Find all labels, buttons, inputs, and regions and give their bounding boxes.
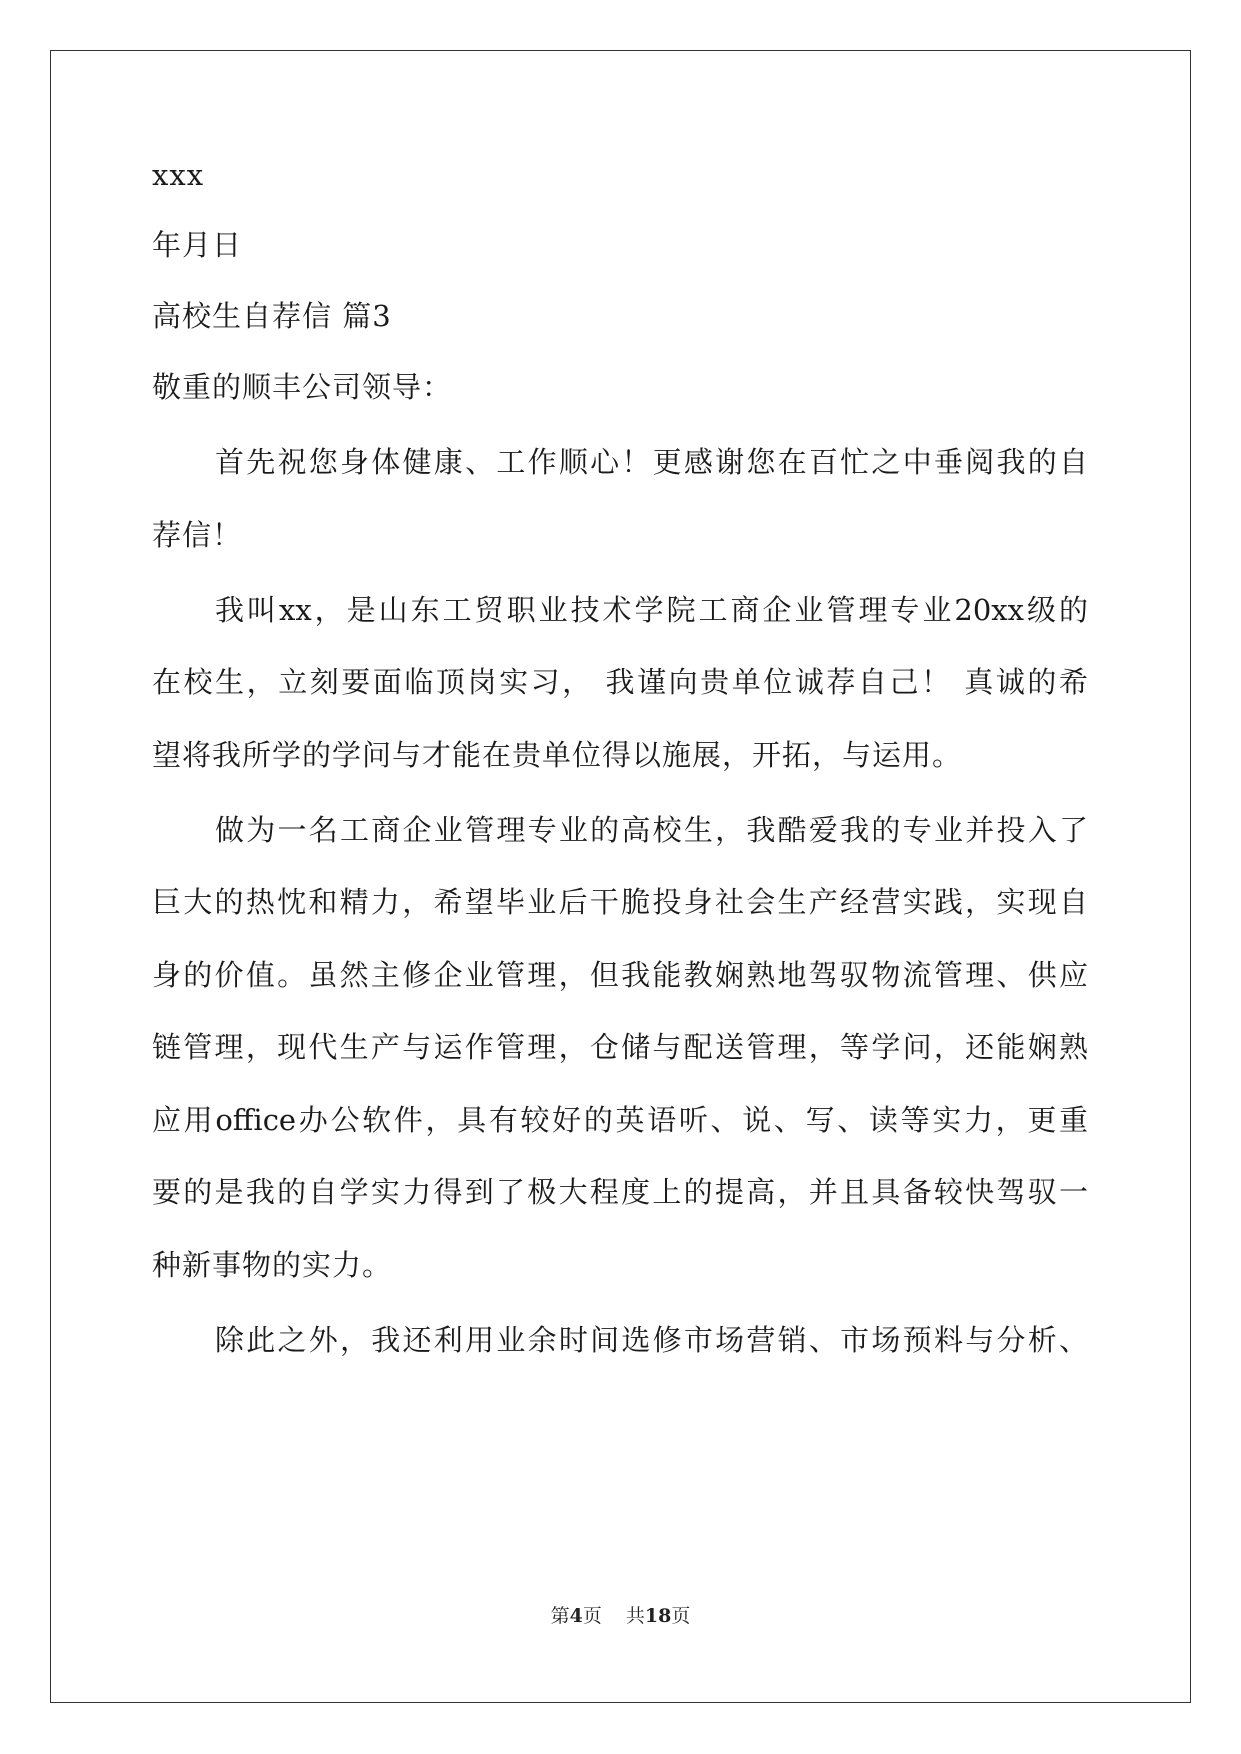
paragraph-line: 种新事物的实力。 — [152, 1248, 393, 1282]
paragraph-line: 在校生，立刻要面临顶岗实习， 我谨向贵单位诚荐自己！ 真诚的希 — [152, 665, 1088, 699]
paragraph-line: 巨大的热忱和精力，希望毕业后干脆投身社会生产经营实践，实现自 — [152, 885, 1088, 919]
paragraph-line: 我叫xx，是山东工贸职业技术学院工商企业管理专业20xx级的 — [215, 593, 1088, 627]
section-title: 高校生自荐信 篇3 — [152, 299, 392, 333]
total-label-suffix: 页 — [671, 1605, 691, 1627]
total-label-prefix: 共 — [625, 1605, 645, 1627]
page-label-prefix: 第 — [550, 1605, 570, 1627]
salutation: 敬重的顺丰公司领导： — [152, 370, 453, 404]
paragraph-line: 应用office办公软件，具有较好的英语听、说、写、读等实力，更重 — [152, 1103, 1088, 1137]
page-label-suffix: 页 — [582, 1605, 602, 1627]
paragraph-line: 首先祝您身体健康、工作顺心！更感谢您在百忙之中垂阅我的自 — [215, 445, 1088, 479]
paragraph-line: 做为一名工商企业管理专业的高校生，我酷爱我的专业并投入了 — [215, 813, 1088, 847]
total-page-number: 18 — [644, 1605, 672, 1627]
paragraph-line: 身的价值。虽然主修企业管理，但我能教娴熟地驾驭物流管理、供应 — [152, 958, 1088, 992]
signature-name: xxx — [152, 158, 205, 192]
paragraph-line: 要的是我的自学实力得到了极大程度上的提高，并且具备较快驾驭一 — [152, 1175, 1088, 1209]
paragraph-line: 除此之外，我还利用业余时间选修市场营销、市场预料与分析、 — [215, 1323, 1088, 1357]
paragraph-line: 链管理，现代生产与运作管理，仓储与配送管理，等学问，还能娴熟 — [152, 1030, 1088, 1064]
paragraph-line: 望将我所学的学问与才能在贵单位得以施展，开拓，与运用。 — [152, 738, 963, 772]
paragraph-line: 荐信！ — [152, 518, 243, 552]
current-page-number: 4 — [569, 1605, 583, 1627]
page-footer — [0, 1603, 1241, 1629]
signature-date: 年月日 — [152, 228, 243, 262]
